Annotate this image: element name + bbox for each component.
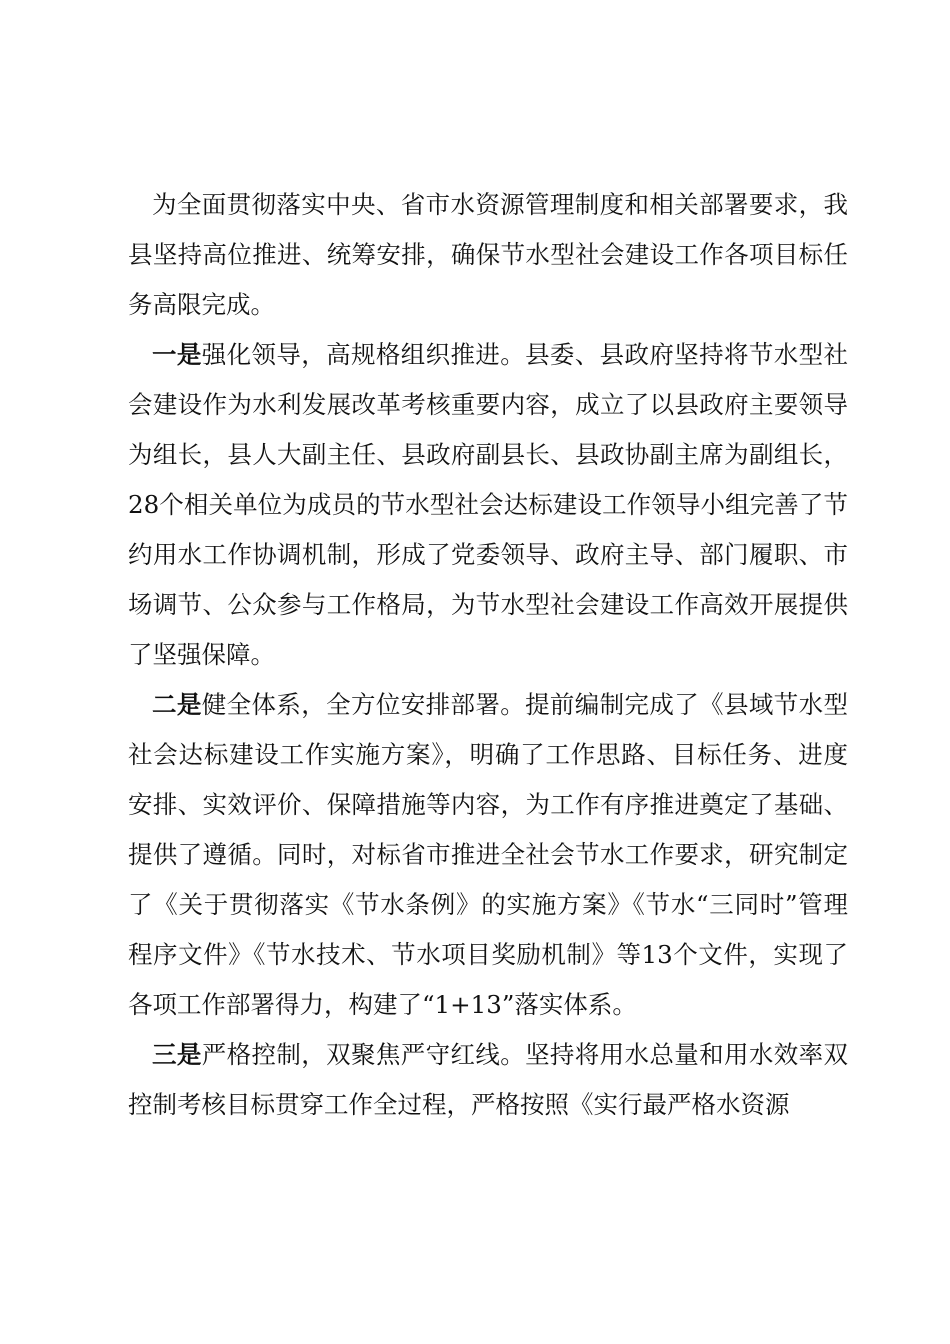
paragraph-point-2-text: 健全体系，全方位安排部署。提前编制完成了《县域节水型社会达标建设工作实施方案》，明确了工作思路、目标任务、进度安排、实效评价、保障措施等内容，为工作有序推进奠定了基础、提供了遵循。同时，对标省市推进全社会节水工作要求，研究制定了《关于贯彻落实《节水条例》的实施方案》《节水“三同时”管理程序文件》《节水技术、节水项目奖励机制》等13个文件，实现了各项工作部署得力，构建了“1+13”落实体系。 [128,690,849,1019]
paragraph-point-2 [128,680,848,1030]
paragraph-point-3-text: 严格控制，双聚焦严守红线。坚持将用水总量和用水效率双控制考核目标贯穿工作全过程，严格按照《实行最严格水资源 [128,1040,849,1119]
paragraph-point-1-lead: 一是 [152,340,202,369]
paragraph-intro-text: 为全面贯彻落实中央、省市水资源管理制度和相关部署要求，我县坚持高位推进、统筹安排，确保节水型社会建设工作各项目标任务高限完成。 [128,190,848,319]
paragraph-intro [128,180,848,330]
paragraph-point-1 [128,330,848,680]
paragraph-point-3 [128,1030,848,1130]
paragraph-point-3-lead: 三是 [152,1040,202,1069]
paragraph-point-1-text: 强化领导，高规格组织推进。县委、县政府坚持将节水型社会建设作为水利发展改革考核重要内容，成立了以县政府主要领导为组长，县人大副主任、县政府副县长、县政协副主席为副组长，28个相关单位为成员的节水型社会达标建设工作领导小组完善了节约用水工作协调机制，形成了党委领导、政府主导、部门履职、市场调节、公众参与工作格局，为节水型社会建设工作高效开展提供了坚强保障。 [128,340,849,669]
paragraph-point-2-lead: 二是 [152,690,202,719]
document-body [128,180,848,1130]
